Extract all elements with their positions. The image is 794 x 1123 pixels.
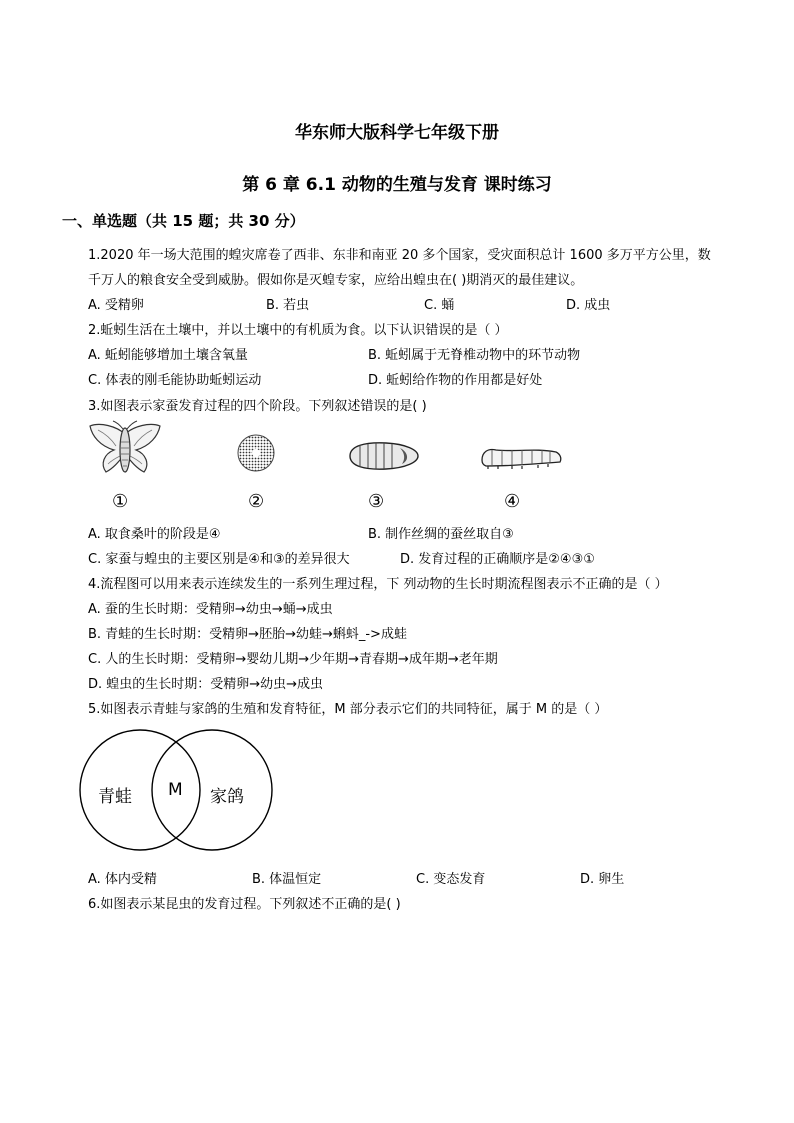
- question-2-option-c: C. 体表的刚毛能协助蚯蚓运动: [88, 373, 262, 388]
- venn-right-label: 家鸽: [210, 787, 244, 807]
- question-1-option-b: B. 若虫: [266, 298, 310, 313]
- question-5-option-b: B. 体温恒定: [252, 872, 322, 887]
- question-1-option-c: C. 蛹: [424, 298, 455, 313]
- document-title: 华东师大版科学七年级下册: [295, 123, 499, 143]
- pupa-illustration: [346, 440, 422, 472]
- figure-label-1: ①: [112, 491, 129, 512]
- question-5-line-1: 5.如图表示青蛙与家鸽的生殖和发育特征，M 部分表示它们的共同特征，属于 M 的是（ ）: [88, 702, 608, 717]
- figure-label-4: ④: [504, 491, 521, 512]
- question-5-option-c: C. 变态发育: [416, 872, 486, 887]
- chapter-title: 第 6 章 6.1 动物的生殖与发育 课时练习: [242, 175, 552, 195]
- question-3-option-c: C. 家蚕与蝗虫的主要区别是④和③的差异很大: [88, 552, 350, 567]
- larva-illustration: [476, 440, 564, 472]
- question-6-line-1: 6.如图表示某昆虫的发育过程。下列叙述不正确的是( ): [88, 897, 401, 912]
- question-4-option-b: B. 青蛙的生长时期：受精卵→胚胎→幼蛙→蝌蚪_->成蛙: [88, 627, 407, 642]
- eggs-illustration: [236, 433, 276, 473]
- question-2-option-d: D. 蚯蚓给作物的作用都是好处: [368, 373, 543, 388]
- question-3-option-d: D. 发育过程的正确顺序是②④③①: [400, 552, 595, 567]
- question-3-option-b: B. 制作丝绸的蚕丝取自③: [368, 527, 514, 542]
- question-5-option-a: A. 体内受精: [88, 872, 157, 887]
- question-2-option-b: B. 蚯蚓属于无脊椎动物中的环节动物: [368, 348, 581, 363]
- question-4-option-c: C. 人的生长时期：受精卵→婴幼儿期→少年期→青春期→成年期→老年期: [88, 652, 498, 667]
- question-4-option-d: D. 蝗虫的生长时期：受精卵→幼虫→成虫: [88, 677, 324, 692]
- moth-illustration: [86, 420, 164, 486]
- question-1-option-a: A. 受精卵: [88, 298, 144, 313]
- question-4-option-a: A. 蚕的生长时期：受精卵→幼虫→蛹→成虫: [88, 602, 333, 617]
- venn-left-label: 青蛙: [98, 787, 132, 807]
- question-3-option-a: A. 取食桑叶的阶段是④: [88, 527, 221, 542]
- figure-label-2: ②: [248, 491, 265, 512]
- venn-middle-label: M: [168, 780, 183, 800]
- question-1-line-2: 千万人的粮食安全受到威胁。假如你是灭蝗专家，应给出蝗虫在( )期消灭的最佳建议。: [88, 273, 584, 288]
- question-5-option-d: D. 卵生: [580, 872, 625, 887]
- question-2-line-1: 2.蚯蚓生活在土壤中，并以土壤中的有机质为食。以下认识错误的是（ ）: [88, 323, 508, 338]
- question-4-line-1: 4.流程图可以用来表示连续发生的一系列生理过程，下 列动物的生长时期流程图表示不正确的是（ ）: [88, 577, 668, 592]
- figure-label-3: ③: [368, 491, 385, 512]
- question-1-option-d: D. 成虫: [566, 298, 611, 313]
- question-3-line-1: 3.如图表示家蚕发育过程的四个阶段。下列叙述错误的是( ): [88, 399, 427, 414]
- section-heading: 一、单选题（共 15 题；共 30 分）: [62, 212, 305, 230]
- question-1-line-1: 1.2020 年一场大范围的蝗灾席卷了西非、东非和南亚 20 多个国家，受灾面积总计 1600 多万平方公里，数: [88, 248, 711, 263]
- question-2-option-a: A. 蚯蚓能够增加土壤含氧量: [88, 348, 248, 363]
